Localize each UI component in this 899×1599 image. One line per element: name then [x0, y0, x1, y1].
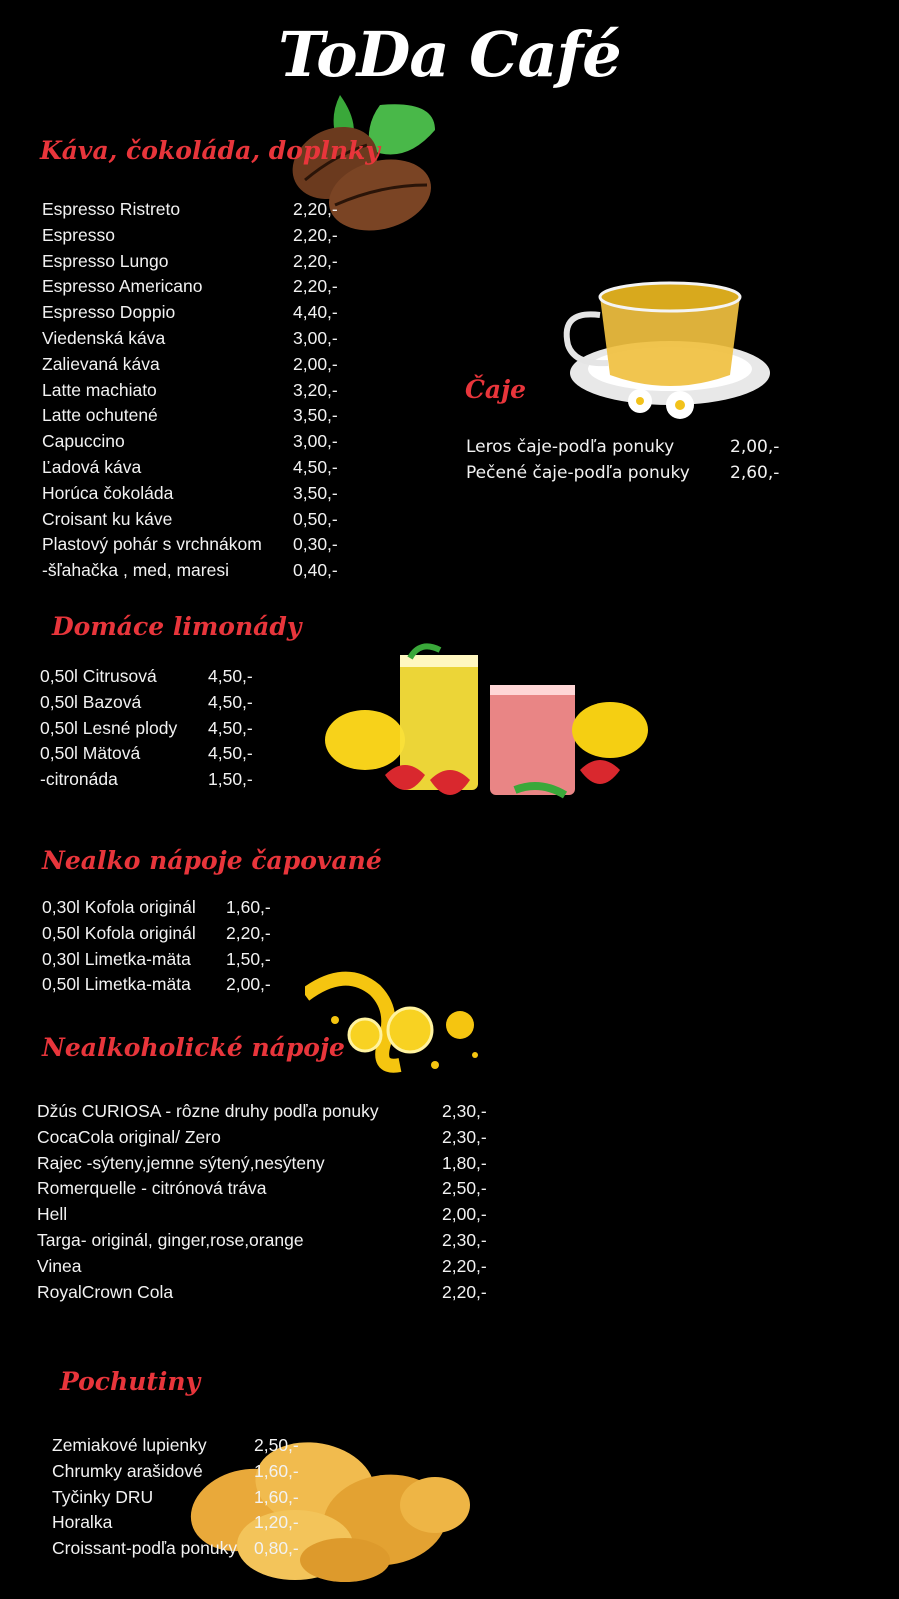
menu-item-price: 4,50,- [208, 717, 253, 738]
menu-item-name: 0,30l Limetka-mäta [42, 948, 191, 969]
menu-item [40, 716, 270, 742]
menu-item-price: 2,30,- [442, 1229, 487, 1250]
menu-item-name: -citronáda [40, 769, 118, 790]
menu-item-price: 4,40,- [293, 302, 338, 323]
menu-item-name: Pečené čaje-podľa ponuky [466, 462, 690, 483]
menu-item-name: CocaCola original/ Zero [37, 1126, 221, 1147]
menu-item [42, 558, 362, 584]
menu-item-name: -šľahačka , med, maresi [42, 560, 229, 581]
menu-item [37, 1254, 497, 1280]
menu-item-name: Viedenská káva [42, 327, 166, 348]
menu-item [42, 455, 362, 481]
menu-item-price: 2,30,- [442, 1101, 487, 1121]
menu-item-name: Zemiakové lupienky [52, 1435, 207, 1455]
menu-item-price: 2,50,- [254, 1435, 299, 1455]
menu-item [42, 895, 292, 921]
lemonades-heading: Domáce limonády [52, 612, 302, 641]
menu-item-price: 2,50,- [442, 1178, 487, 1199]
menu-item [52, 1510, 322, 1536]
menu-item-name: Horúca čokoláda [42, 482, 174, 503]
menu-item [42, 507, 362, 533]
menu-item-name: Vinea [37, 1255, 82, 1276]
menu-item [37, 1228, 497, 1254]
menu-item-name: Romerquelle - citrónová tráva [37, 1178, 267, 1199]
tea-menu-list [466, 435, 786, 487]
menu-item [37, 1099, 497, 1125]
menu-item-name: Ľadová káva [42, 456, 142, 477]
draft-heading: Nealko nápoje čapované [42, 846, 382, 875]
menu-item-name: Targa- originál, ginger,rose,orange [37, 1229, 304, 1250]
menu-item [37, 1280, 497, 1306]
menu-item-price: 0,30,- [293, 534, 338, 555]
menu-item-price: 2,20,- [293, 276, 338, 297]
menu-item [52, 1433, 322, 1459]
menu-item-price: 1,60,- [254, 1486, 299, 1507]
menu-item-price: 2,00,- [293, 353, 338, 374]
menu-item [42, 300, 362, 326]
menu-item [42, 532, 362, 558]
menu-item-price: 2,60,- [730, 462, 780, 483]
snacks-heading: Pochutiny [60, 1367, 201, 1396]
menu-item-price: 1,60,- [254, 1460, 299, 1481]
menu-item-price: 3,50,- [293, 482, 338, 503]
menu-item-name: Tyčinky DRU [52, 1486, 154, 1507]
menu-item-name: Croisant ku káve [42, 508, 173, 529]
menu-item [42, 481, 362, 507]
menu-item-price: 1,50,- [208, 769, 253, 790]
menu-item-name: 0,50l Bazová [40, 691, 142, 712]
menu-item-price: 1,20,- [254, 1512, 299, 1533]
lemonades-menu-list [40, 664, 270, 793]
menu-item-price: 2,20,- [293, 250, 338, 271]
menu-item-name: Hell [37, 1204, 68, 1225]
menu-item [42, 403, 362, 429]
menu-item [42, 197, 362, 223]
menu-item-price: 1,80,- [442, 1152, 487, 1173]
menu-item-name: 0,30l Kofola originál [42, 897, 196, 917]
menu-item-name: Horalka [52, 1512, 113, 1533]
menu-item [42, 352, 362, 378]
lemonade-glasses-icon [325, 640, 670, 820]
menu-item-price: 3,00,- [293, 327, 338, 348]
menu-item [52, 1536, 322, 1562]
menu-item-name: RoyalCrown Cola [37, 1281, 174, 1302]
menu-item-name: Latte ochutené [42, 405, 158, 426]
menu-item-price: 0,80,- [254, 1538, 299, 1559]
menu-item [37, 1125, 497, 1151]
coffee-heading: Káva, čokoláda, doplnky [40, 136, 380, 165]
menu-item [52, 1485, 322, 1511]
menu-item-name: Espresso Ristreto [42, 199, 181, 219]
menu-item-name: 0,50l Limetka-mäta [42, 974, 191, 995]
menu-item-price: 1,60,- [226, 897, 271, 917]
menu-item-name: Zalievaná káva [42, 353, 160, 374]
menu-item [42, 947, 292, 973]
menu-item-price: 4,50,- [208, 743, 253, 764]
menu-item [37, 1176, 497, 1202]
menu-item-price: 2,00,- [730, 437, 780, 457]
menu-item [42, 972, 292, 998]
menu-item [42, 223, 362, 249]
menu-item-price: 2,20,- [226, 922, 271, 943]
menu-item-name: Latte machiato [42, 379, 157, 400]
menu-item-name: Plastový pohár s vrchnákom [42, 534, 262, 555]
menu-item-price: 4,50,- [208, 666, 253, 686]
menu-item-price: 3,20,- [293, 379, 338, 400]
menu-item [40, 690, 270, 716]
menu-item-name: Capuccino [42, 431, 125, 452]
menu-item-price: 2,00,- [442, 1204, 487, 1225]
soft-drinks-menu-list [37, 1099, 497, 1305]
menu-item [52, 1459, 322, 1485]
menu-item [40, 664, 270, 690]
menu-item-name: Rajec -sýteny,jemne sýtený,nesýteny [37, 1152, 325, 1173]
coffee-menu-list [42, 197, 362, 584]
menu-item-name: Chrumky arašidové [52, 1460, 203, 1481]
menu-item-price: 2,00,- [226, 974, 271, 995]
menu-item [37, 1151, 497, 1177]
menu-item-price: 2,20,- [293, 199, 338, 219]
menu-item-price: 0,40,- [293, 560, 338, 581]
snacks-menu-list [52, 1433, 322, 1562]
menu-item-name: Leros čaje-podľa ponuky [466, 437, 675, 457]
menu-item-name: Espresso [42, 224, 115, 245]
menu-item [466, 435, 786, 461]
menu-item-price: 2,20,- [293, 224, 338, 245]
soft-drinks-heading: Nealkoholické nápoje [42, 1033, 345, 1062]
page-title: ToDa Café [278, 18, 621, 91]
menu-item [42, 326, 362, 352]
menu-item-price: 4,50,- [293, 456, 338, 477]
menu-item-name: Espresso Americano [42, 276, 203, 297]
menu-item [466, 461, 786, 487]
menu-item [42, 378, 362, 404]
menu-item-price: 1,50,- [226, 948, 271, 969]
menu-item-price: 3,00,- [293, 431, 338, 452]
draft-menu-list [42, 895, 292, 998]
menu-item-price: 0,50,- [293, 508, 338, 529]
menu-item [42, 429, 362, 455]
menu-item [42, 921, 292, 947]
lemon-splash-icon [305, 970, 490, 1085]
tea-heading: Čaje [465, 375, 527, 404]
menu-item-price: 4,50,- [208, 691, 253, 712]
menu-item-name: 0,50l Citrusová [40, 666, 157, 686]
menu-item-price: 3,50,- [293, 405, 338, 426]
menu-item [40, 741, 270, 767]
menu-item-name: 0,50l Kofola originál [42, 922, 196, 943]
menu-item-name: 0,50l Lesné plody [40, 717, 178, 738]
menu-item-name: 0,50l Mätová [40, 743, 141, 764]
menu-item [37, 1202, 497, 1228]
menu-item-name: Espresso Lungo [42, 250, 169, 271]
menu-item-name: Espresso Doppio [42, 302, 176, 323]
menu-item [40, 767, 270, 793]
menu-item [42, 249, 362, 275]
menu-item-name: Croissant-podľa ponuky [52, 1538, 238, 1559]
menu-item-price: 2,20,- [442, 1255, 487, 1276]
menu-item [42, 274, 362, 300]
tea-cup-icon [560, 275, 775, 435]
menu-item-price: 2,30,- [442, 1126, 487, 1147]
menu-item-price: 2,20,- [442, 1281, 487, 1302]
menu-item-name: Džús CURIOSA - rôzne druhy podľa ponuky [37, 1101, 379, 1121]
